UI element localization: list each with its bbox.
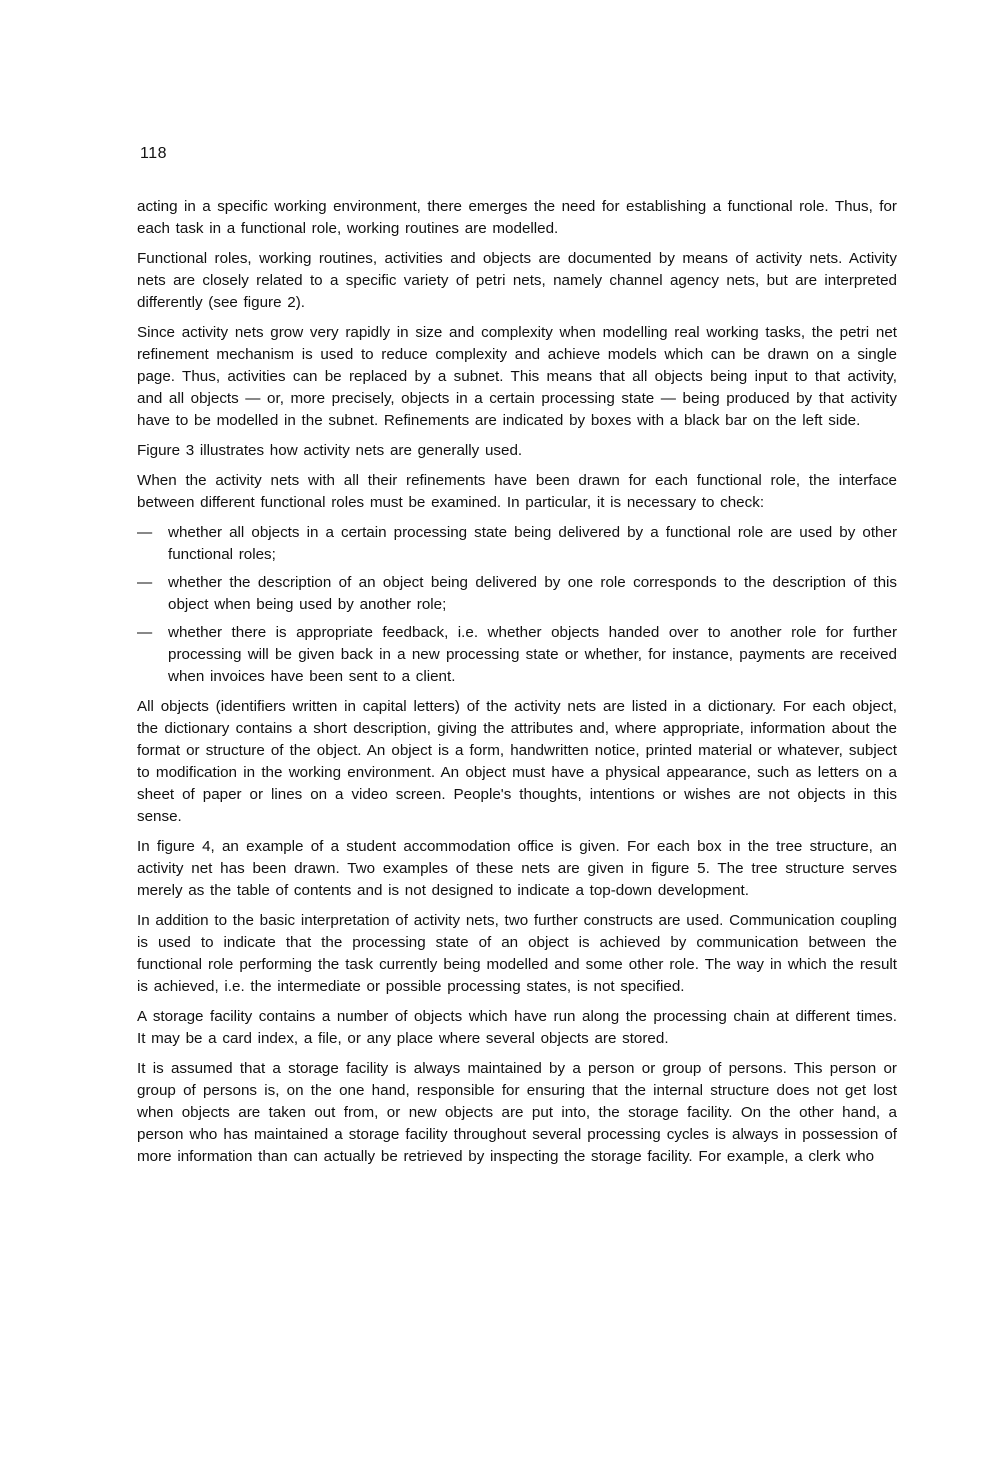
paragraph-figure-3: Figure 3 illustrates how activity nets are generally used. xyxy=(137,442,523,459)
check-list-item-text: whether all objects in a certain processing state being delivered by a functional role are used by other functional roles; xyxy=(168,524,897,563)
check-list-item-text: whether there is appropriate feedback, i.e. whether objects handed over to another role for further processing will be given back in a new processing state or whether, for instance, payments are received when invoices have been sent to a client. xyxy=(168,624,897,685)
page-number: 118 xyxy=(140,145,168,162)
dash-bullet: — xyxy=(137,574,153,591)
check-list-item xyxy=(137,572,897,616)
paragraph-interface-check: When the activity nets with all their refinements have been drawn for each functional role, the interface between different functional roles must be examined. In particular, it is necessary to check: xyxy=(137,472,897,511)
check-list xyxy=(137,522,897,688)
paragraph-dictionary: All objects (identifiers written in capital letters) of the activity nets are listed in a dictionary. For each object, the dictionary contains a short description, giving the attributes and, where appropriate, information about the format or structure of the object. An object is a form, handwritten notice, printed material or whatever, subject to modification in the working environment. An object must have a physical appearance, such as letters on a sheet of paper or lines on a video screen. People's thoughts, intentions or wishes are not objects in this sense. xyxy=(137,698,897,825)
paragraph-communication-coupling: In addition to the basic interpretation of activity nets, two further constructs are used. Communication coupling is used to indicate that the processing state of an object is achieved by communication between the functional role performing the task currently being modelled and some other role. The way in which the result is achieved, i.e. the intermediate or possible processing states, is not specified. xyxy=(137,912,897,995)
paragraph-figure-4: In figure 4, an example of a student accommodation office is given. For each box in the tree structure, an activity net has been drawn. Two examples of these nets are given in figure 5. The tree structure serves merely as the table of contents and is not designed to indicate a top-down development. xyxy=(137,838,897,899)
paragraph-functional-role: acting in a specific working environment, there emerges the need for establishing a functional role. Thus, for each task in a functional role, working routines are modelled. xyxy=(137,198,897,237)
paragraph-storage-facility: A storage facility contains a number of objects which have run along the processing chain at different times. It may be a card index, a file, or any place where several objects are stored. xyxy=(137,1008,897,1047)
paragraph-storage-maintenance: It is assumed that a storage facility is always maintained by a person or group of persons. This person or group of persons is, on the one hand, responsible for ensuring that the internal structure does not get lost when objects are taken out from, or new objects are put into, the storage facility. On the other hand, a person who has maintained a storage facility throughout several processing cycles is always in possession of more information than can actually be retrieved by inspecting the storage facility. For example, a clerk who xyxy=(137,1060,897,1165)
check-list-item-text: whether the description of an object being delivered by one role corresponds to the description of this object when being used by another role; xyxy=(168,574,897,613)
dash-bullet: — xyxy=(137,624,153,641)
dash-bullet: — xyxy=(137,524,153,541)
paragraph-refinement: Since activity nets grow very rapidly in size and complexity when modelling real working tasks, the petri net refinement mechanism is used to reduce complexity and achieve models which can be drawn on a single page. Thus, activities can be replaced by a subnet. This means that all objects being input to that activity, and all objects — or, more precisely, objects in a certain processing state — being produced by that activity have to be modelled in the subnet. Refinements are indicated by boxes with a black bar on the left side. xyxy=(137,324,897,429)
check-list-item xyxy=(137,522,897,566)
paragraph-activity-nets: Functional roles, working routines, activities and objects are documented by means of activity nets. Activity nets are closely related to a specific variety of petri nets, namely channel agency nets, but are interpreted differently (see figure 2). xyxy=(137,250,897,311)
check-list-item xyxy=(137,622,897,688)
body-text xyxy=(137,196,897,1176)
